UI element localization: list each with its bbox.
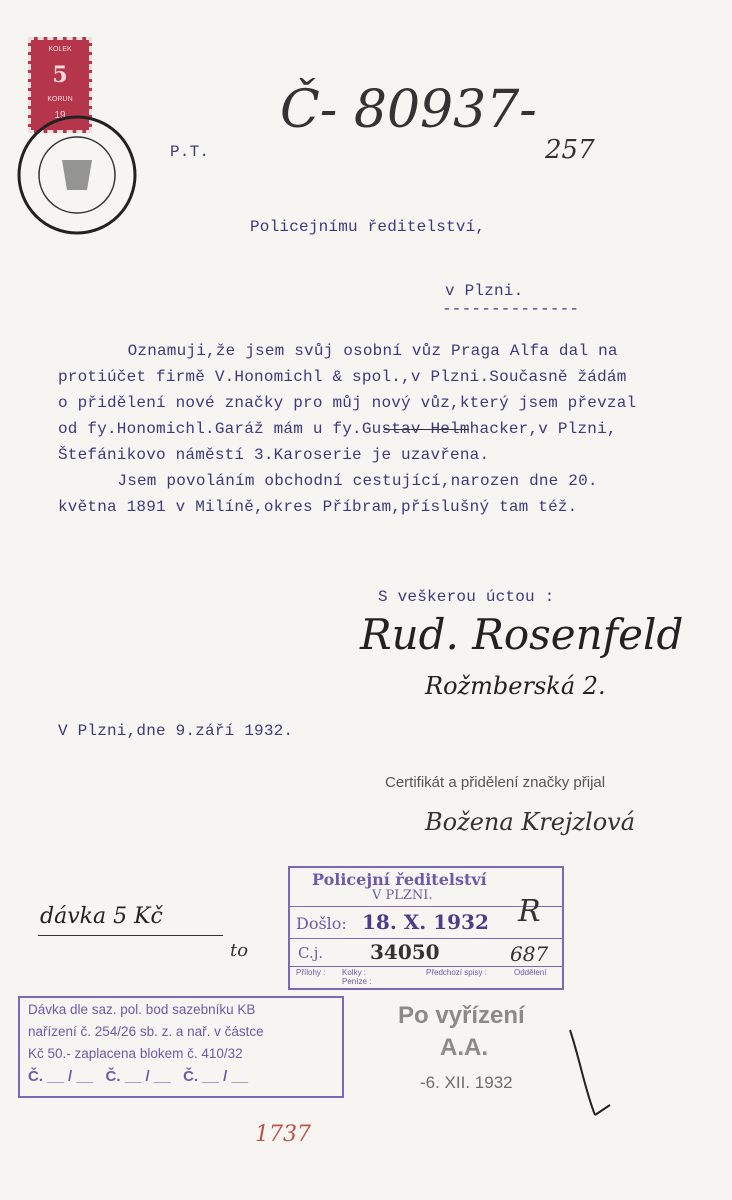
signature: Rud. Rosenfeld (360, 610, 684, 659)
revenue-stamp-unit: KORUN (47, 96, 73, 103)
certificate-signature: Božena Krejzlová (425, 808, 636, 836)
fee-stamp (18, 996, 344, 1098)
body-line: Jsem povoláním obchodní cestující,narozen dne 20. (88, 472, 598, 490)
letter-body (58, 342, 637, 516)
col-kolky: Kolky : Peníze : (342, 968, 372, 986)
col-prilohy: Přílohy : (296, 968, 326, 977)
davka-underline (38, 935, 223, 936)
revenue-stamp-top: KOLEK (48, 46, 72, 53)
police-stamp (288, 866, 564, 990)
red-note: 1737 (255, 1122, 311, 1147)
body-line: Oznamuji,že jsem svůj osobní vůz Praga Alfa dal na (108, 342, 618, 360)
doslo-value: 18. X. 1932 (362, 910, 489, 934)
check-mark: R (518, 894, 541, 929)
addressee-underline: -------------- (442, 300, 580, 318)
cj-value: 34050 (370, 940, 440, 964)
signature-address: Rožmberská 2. (425, 672, 606, 700)
davka-sub: to (230, 940, 249, 961)
body-line: Štefánikovo náměstí 3.Karoserie je uzavřena. (58, 446, 490, 464)
body-line: května 1891 v Milíně,okres Příbram,příslušný tam též. (58, 498, 578, 516)
col-oddeleni: Oddělení (514, 968, 547, 977)
date-stamp: -6. XII. 1932 (420, 1073, 513, 1092)
body-underline (384, 429, 469, 430)
closing-greeting: S veškerou úctou : (378, 588, 555, 606)
fee-line4: Č. __ / __ Č. __ / __ Č. __ / __ (28, 1068, 249, 1085)
col-predchozi: Předchozí spisy : (426, 968, 487, 977)
date-line: V Plzni,dne 9.září 1932. (58, 722, 294, 740)
revenue-stamp-value: 5 (52, 62, 68, 88)
certificate-text: Certifikát a přidělení značky přijal (385, 774, 606, 791)
pen-stroke-icon (565, 1020, 625, 1120)
police-stamp-title2: V PLZNI. (372, 888, 433, 903)
revenue-stamp-year: 19 (54, 110, 66, 121)
addressee-line1: Policejnímu ředitelství, (250, 218, 486, 236)
fee-line3: Kč 50.- zaplacena blokem č. 410/32 (28, 1046, 243, 1061)
police-stamp-title1: Policejní ředitelství (312, 870, 487, 889)
cj-label: C.j. (298, 944, 324, 962)
body-line: od fy.Honomichl.Garáž mám u fy.Gustav Helmhacker,v Plzni, (58, 420, 617, 438)
addressee-line2: v Plzni. (445, 282, 524, 300)
fee-line1: Dávka dle saz. pol. bod sazebníku KB (28, 1002, 256, 1017)
body-line: o přidělení nové značky pro můj nový vůz,který jsem převzal (58, 394, 637, 412)
doslo-label: Došlo: (296, 914, 347, 933)
cj-note: 687 (510, 942, 549, 966)
body-line: protiúčet firmě V.Honomichl & spol.,v Plzni.Současně žádám (58, 368, 627, 386)
po-vyrizeni-stamp: Po vyřízení (398, 1002, 525, 1029)
fee-line2: nařízení č. 254/26 sb. z. a nař. v částce (28, 1024, 264, 1039)
davka-note: dávka 5 Kč (40, 904, 163, 929)
police-seal-icon (12, 110, 142, 240)
reference-number: Č- 80937- (280, 80, 537, 140)
aa-stamp: A.A. (440, 1034, 488, 1061)
salutation: P.T. (170, 143, 210, 161)
reference-suffix: 257 (545, 135, 595, 165)
